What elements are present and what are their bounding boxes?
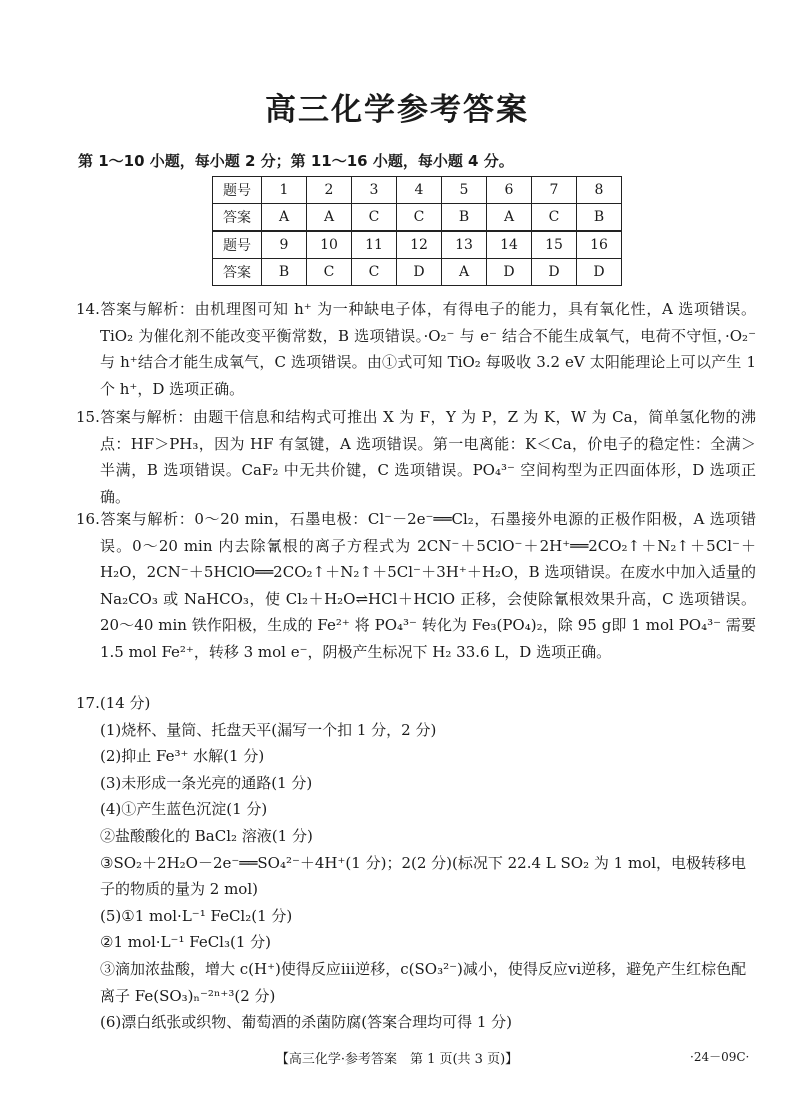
row-header: 答案 [213,259,262,286]
question-17-block [76,690,756,1036]
table-cell: 15 [532,231,577,259]
table-cell: C [397,204,442,232]
table-cell: A [487,204,532,232]
question-15-block [76,404,756,510]
table-cell: 8 [577,177,622,204]
list-item: ③滴加浓盐酸，增大 c(H⁺)使得反应ⅲ逆移，c(SO₃²⁻)减小，使得反应ⅵ逆移，避免产生红棕色配离子 Fe(SO₃)ₙ⁻²ⁿ⁺³(2 分) [100,959,747,1005]
table-row [213,177,622,204]
answer-table [212,176,622,286]
table-row [213,259,622,286]
list-item: ②盐酸酸化的 BaCl₂ 溶液(1 分) [100,826,313,845]
table-row [213,231,622,259]
table-cell: 1 [262,177,307,204]
list-item: (6)漂白纸张或织物、葡萄酒的杀菌防腐(答案合理均可得 1 分) [100,1013,513,1032]
list-item: (5)①1 mol·L⁻¹ FeCl₂(1 分) [100,906,293,925]
page-footer: 【高三化学·参考答案 第 1 页(共 3 页)】 [275,1052,519,1067]
table-cell: D [577,259,622,286]
table-cell: C [307,259,352,286]
table-cell: 14 [487,231,532,259]
table-cell: 7 [532,177,577,204]
table-cell: C [532,204,577,232]
table-cell: 10 [307,231,352,259]
table-cell: 12 [397,231,442,259]
table-cell: 5 [442,177,487,204]
table-cell: B [442,204,487,232]
scoring-rule: 第 1～10 小题，每小题 2 分；第 11～16 小题，每小题 4 分。 [78,152,514,170]
table-cell: B [577,204,622,232]
table-cell: C [352,204,397,232]
table-cell: 6 [487,177,532,204]
row-header: 题号 [213,177,262,204]
document-code: ·24－09C· [690,1050,750,1064]
row-header: 题号 [213,231,262,259]
table-cell: 3 [352,177,397,204]
question-14-explanation: 14.答案与解析：由机理图可知 h⁺ 为一种缺电子体，有得电子的能力，具有氧化性，A 选项错误。TiO₂ 为催化剂不能改变平衡常数，B 选项错误。·O₂⁻ 与 e⁻ 结合不能生成氧气，电荷不守恒，·O₂⁻ 与 h⁺结合才能生成氧气，C 选项错误。由①式可知 TiO₂ 每吸收 3.2 eV 太阳能理论上可以产生 1 个 h⁺，D 选项正确。 [76,300,756,398]
question-15-explanation: 15.答案与解析：由题干信息和结构式可推出 X 为 F，Y 为 P，Z 为 K，W 为 Ca，简单氢化物的沸点：HF＞PH₃，因为 HF 有氢键，A 选项错误。第一电离能：K＜Ca，价电子的稳定性：全满＞半满，B 选项错误。CaF₂ 中无共价键，C 选项错误。PO₄³⁻ 空间构型为正四面体形，D 选项正确。 [76,408,756,506]
list-item: (1)烧杯、量筒、托盘天平(漏写一个扣 1 分，2 分) [100,720,437,739]
row-header: 答案 [213,204,262,232]
page-title: 高三化学参考答案 [265,92,529,128]
table-cell: 2 [307,177,352,204]
table-cell: D [397,259,442,286]
list-item: (4)①产生蓝色沉淀(1 分) [100,800,268,819]
table-cell: 4 [397,177,442,204]
question-14-block [76,296,756,402]
list-item: (2)抑止 Fe³⁺ 水解(1 分) [100,747,265,766]
list-item: (3)未形成一条光亮的通路(1 分) [100,773,313,792]
table-cell: A [262,204,307,232]
table-row [213,204,622,232]
table-cell: 13 [442,231,487,259]
question-16-explanation: 16.答案与解析：0～20 min，石墨电极：Cl⁻－2e⁻══Cl₂，石墨接外电源的正极作阳极，A 选项错误。0～20 min 内去除氰根的离子方程式为 2CN⁻＋5ClO⁻＋2H⁺══2CO₂↑＋N₂↑＋5Cl⁻＋H₂O，2CN⁻＋5HClO══2CO₂↑＋N₂↑＋5Cl⁻＋3H⁺＋H₂O，B 选项错误。在废水中加入适量的 Na₂CO₃ 或 NaHCO₃，使 Cl₂＋H₂O⇌HCl＋HClO 正移，会使除氰根效果升高，C 选项错误。20～40 min 铁作阳极，生成的 Fe²⁺ 将 PO₄³⁻ 转化为 Fe₃(PO₄)₂，除 95 g即 1 mol PO₄³⁻ 需要 1.5 mol Fe²⁺，转移 3 mol e⁻，阴极产生标况下 H₂ 33.6 L，D 选项正确。 [76,510,756,661]
question-16-block [76,506,756,666]
table-cell: C [352,259,397,286]
table-cell: B [262,259,307,286]
table-cell: D [487,259,532,286]
table-cell: A [307,204,352,232]
table-cell: 16 [577,231,622,259]
question-17-heading: 17.(14 分) [76,694,151,712]
list-item: ②1 mol·L⁻¹ FeCl₃(1 分) [100,933,272,952]
table-cell: 9 [262,231,307,259]
table-cell: A [442,259,487,286]
table-cell: 11 [352,231,397,259]
table-cell: D [532,259,577,286]
list-item: ③SO₂＋2H₂O－2e⁻══SO₄²⁻＋4H⁺(1 分)；2(2 分)(标况下 22.4 L SO₂ 为 1 mol，电极转移电子的物质的量为 2 mol) [100,853,747,899]
